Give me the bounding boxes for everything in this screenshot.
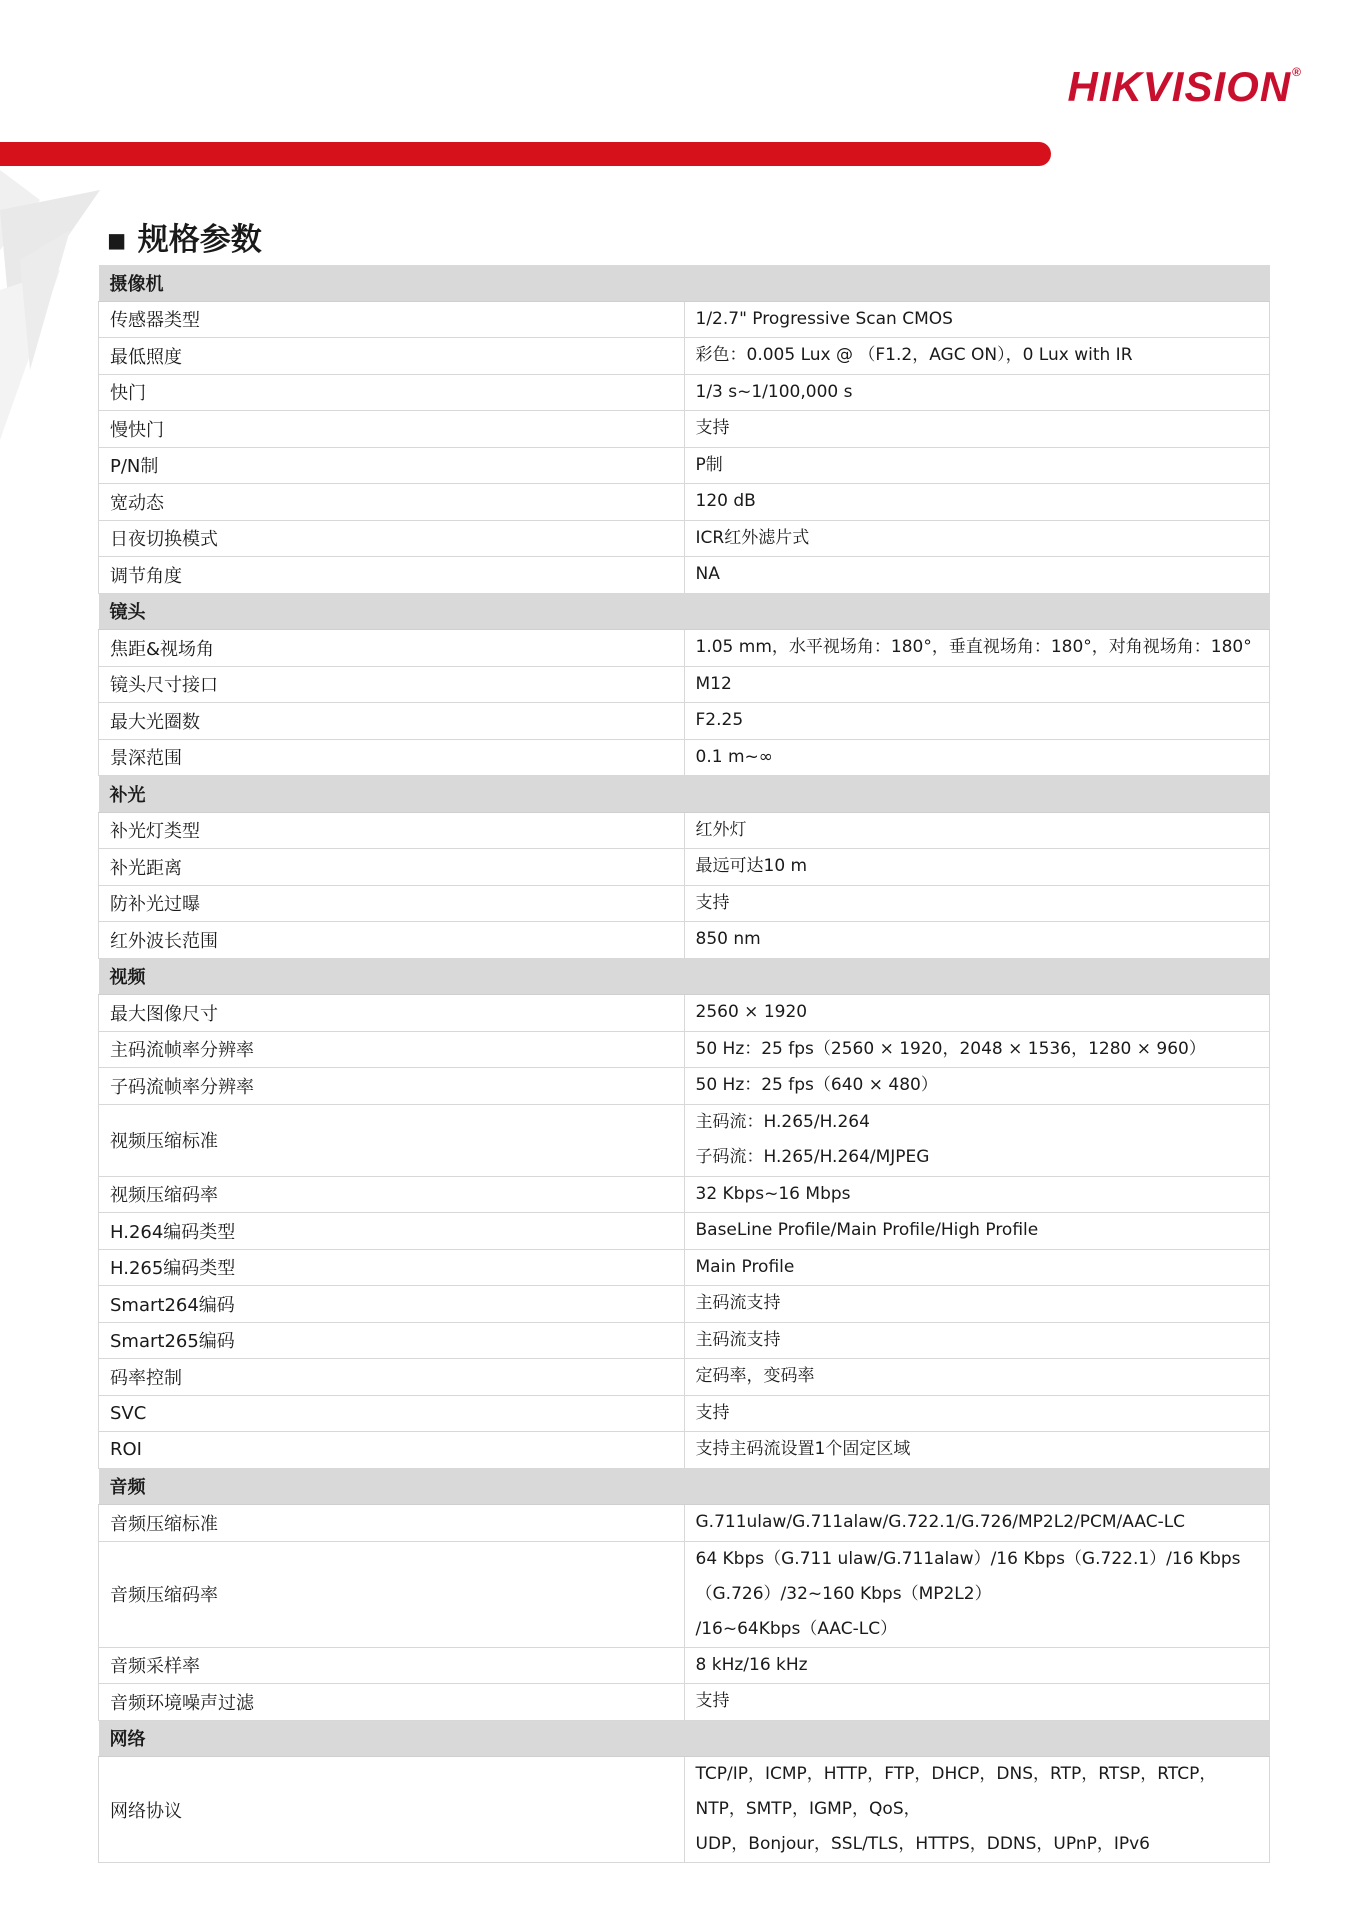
spec-label: Smart264编码 <box>99 1286 685 1323</box>
table-row <box>99 630 1270 667</box>
spec-value-line: 32 Kbps~16 Mbps <box>695 1183 851 1204</box>
spec-value <box>684 411 1270 448</box>
spec-label: 焦距&视场角 <box>99 630 685 667</box>
category-title: 镜头 <box>99 593 1270 630</box>
category-title: 摄像机 <box>99 265 1270 301</box>
spec-value <box>684 739 1270 776</box>
category-row <box>99 776 1270 813</box>
spec-label: 补光距离 <box>99 849 685 886</box>
category-row <box>99 958 1270 995</box>
spec-value <box>684 666 1270 703</box>
table-row <box>99 1031 1270 1068</box>
table-row <box>99 995 1270 1032</box>
spec-value <box>684 1541 1270 1647</box>
spec-label: 红外波长范围 <box>99 922 685 959</box>
spec-value <box>684 1176 1270 1213</box>
spec-value <box>684 484 1270 521</box>
table-row <box>99 1104 1270 1176</box>
spec-value <box>684 1068 1270 1105</box>
table-row <box>99 885 1270 922</box>
spec-label: 最大图像尺寸 <box>99 995 685 1032</box>
category-title: 视频 <box>99 958 1270 995</box>
spec-value-line: 支持 <box>695 418 730 439</box>
spec-value <box>684 885 1270 922</box>
table-row <box>99 1395 1270 1432</box>
spec-value-line: TCP/IP，ICMP，HTTP，FTP，DHCP，DNS，RTP，RTSP，RTCP，NTP，SMTP，IGMP，QoS， <box>695 1764 1217 1819</box>
category-title: 补光 <box>99 776 1270 813</box>
spec-value <box>684 1432 1270 1469</box>
table-row <box>99 1647 1270 1684</box>
spec-value <box>684 1213 1270 1250</box>
table-row <box>99 1322 1270 1359</box>
spec-value-line: 支持 <box>695 892 730 913</box>
spec-value <box>684 374 1270 411</box>
decorative-shards <box>0 170 110 450</box>
spec-value-line: 最远可达10 m <box>695 856 808 877</box>
spec-label: 快门 <box>99 374 685 411</box>
category-row <box>99 593 1270 630</box>
logo-text: HIKVISION <box>1067 63 1292 110</box>
spec-value <box>684 1757 1270 1863</box>
spec-label: 音频压缩码率 <box>99 1541 685 1647</box>
spec-value-line: 1/2.7" Progressive Scan CMOS <box>695 308 953 329</box>
category-row <box>99 1468 1270 1505</box>
spec-value <box>684 922 1270 959</box>
spec-value-line: /16~64Kbps（AAC-LC） <box>695 1618 898 1639</box>
spec-label: 补光灯类型 <box>99 812 685 849</box>
spec-value <box>684 1031 1270 1068</box>
spec-value <box>684 447 1270 484</box>
registered-mark: ® <box>1292 65 1302 79</box>
spec-value <box>684 1647 1270 1684</box>
table-row <box>99 849 1270 886</box>
section-title: ▪ 规格参数 <box>106 222 262 258</box>
spec-value-line: BaseLine Profile/Main Profile/High Profile <box>695 1220 1039 1241</box>
spec-table <box>98 265 1270 1863</box>
spec-label: P/N制 <box>99 447 685 484</box>
spec-value-line: 子码流：H.265/H.264/MJPEG <box>695 1147 930 1167</box>
spec-value-line: 支持主码流设置1个固定区域 <box>695 1439 911 1460</box>
spec-value <box>684 812 1270 849</box>
spec-value <box>684 630 1270 667</box>
spec-label: 宽动态 <box>99 484 685 521</box>
spec-value-line: 0.1 m~∞ <box>695 746 773 767</box>
spec-value <box>684 1684 1270 1721</box>
table-row <box>99 338 1270 375</box>
table-row <box>99 1432 1270 1469</box>
spec-value-line: 主码流：H.265/H.264 <box>695 1112 870 1132</box>
spec-value <box>684 1249 1270 1286</box>
table-row <box>99 1505 1270 1542</box>
spec-value <box>684 1286 1270 1323</box>
spec-value <box>684 1104 1270 1176</box>
spec-value-line: 主码流支持 <box>695 1293 781 1314</box>
table-row <box>99 1068 1270 1105</box>
spec-value <box>684 557 1270 594</box>
spec-label: 传感器类型 <box>99 301 685 338</box>
table-row <box>99 1249 1270 1286</box>
table-row <box>99 1684 1270 1721</box>
spec-value <box>684 301 1270 338</box>
spec-value-line: M12 <box>695 673 732 694</box>
spec-value-line: 50 Hz：25 fps（2560 × 1920，2048 × 1536，1280 × 960） <box>695 1038 1206 1059</box>
table-row <box>99 484 1270 521</box>
spec-value-line: 50 Hz：25 fps（640 × 480） <box>695 1075 938 1096</box>
spec-label: 最低照度 <box>99 338 685 375</box>
table-row <box>99 703 1270 740</box>
category-title: 音频 <box>99 1468 1270 1505</box>
table-row <box>99 1286 1270 1323</box>
spec-label: 主码流帧率分辨率 <box>99 1031 685 1068</box>
spec-value-line: 红外灯 <box>695 819 747 840</box>
spec-label: 码率控制 <box>99 1359 685 1396</box>
table-row <box>99 666 1270 703</box>
spec-value-line: Main Profile <box>695 1256 795 1277</box>
spec-value-line: 彩色：0.005 Lux @ （F1.2，AGC ON），0 Lux with IR <box>695 345 1133 366</box>
table-row <box>99 922 1270 959</box>
table-row <box>99 1541 1270 1647</box>
table-row <box>99 1213 1270 1250</box>
spec-value-line: 2560 × 1920 <box>695 1002 808 1023</box>
spec-value-line: 定码率，变码率 <box>695 1366 815 1387</box>
spec-value <box>684 338 1270 375</box>
spec-value-line: 支持 <box>695 1402 730 1423</box>
spec-label: 音频采样率 <box>99 1647 685 1684</box>
spec-table-body <box>99 265 1270 1863</box>
spec-label: H.264编码类型 <box>99 1213 685 1250</box>
table-row <box>99 447 1270 484</box>
spec-label: ROI <box>99 1432 685 1469</box>
spec-value <box>684 849 1270 886</box>
spec-label: 子码流帧率分辨率 <box>99 1068 685 1105</box>
spec-value-line: 64 Kbps（G.711 ulaw/G.711alaw）/16 Kbps（G.722.1）/16 Kbps（G.726）/32~160 Kbps（MP2L2） <box>695 1548 1241 1604</box>
table-row <box>99 1176 1270 1213</box>
spec-label: 最大光圈数 <box>99 703 685 740</box>
table-row <box>99 301 1270 338</box>
spec-value <box>684 1359 1270 1396</box>
spec-label: Smart265编码 <box>99 1322 685 1359</box>
spec-label: 日夜切换模式 <box>99 520 685 557</box>
spec-label: 视频压缩码率 <box>99 1176 685 1213</box>
spec-value-line: ICR红外滤片式 <box>695 527 810 548</box>
spec-label: 音频环境噪声过滤 <box>99 1684 685 1721</box>
spec-value-line: NA <box>695 564 720 585</box>
spec-label: 视频压缩标准 <box>99 1104 685 1176</box>
table-row <box>99 739 1270 776</box>
spec-value-line: 850 nm <box>695 929 761 950</box>
spec-value <box>684 1395 1270 1432</box>
table-row <box>99 1359 1270 1396</box>
spec-label: H.265编码类型 <box>99 1249 685 1286</box>
spec-label: 防补光过曝 <box>99 885 685 922</box>
spec-value-line: G.711ulaw/G.711alaw/G.722.1/G.726/MP2L2/PCM/AAC-LC <box>695 1512 1186 1533</box>
table-row <box>99 411 1270 448</box>
header-red-bar <box>0 142 1051 166</box>
hikvision-logo <box>1067 63 1302 110</box>
spec-value-line: 支持 <box>695 1691 730 1712</box>
spec-value <box>684 703 1270 740</box>
spec-value <box>684 1505 1270 1542</box>
spec-label: 网络协议 <box>99 1757 685 1863</box>
table-row <box>99 1757 1270 1863</box>
spec-value-line: 8 kHz/16 kHz <box>695 1654 808 1675</box>
category-title: 网络 <box>99 1720 1270 1757</box>
spec-value <box>684 995 1270 1032</box>
spec-label: 音频压缩标准 <box>99 1505 685 1542</box>
spec-value <box>684 520 1270 557</box>
spec-label: SVC <box>99 1395 685 1432</box>
table-row <box>99 812 1270 849</box>
table-row <box>99 557 1270 594</box>
spec-value <box>684 1322 1270 1359</box>
spec-value-line: UDP，Bonjour，SSL/TLS，HTTPS，DDNS，UPnP，IPv6 <box>695 1834 1150 1854</box>
category-row <box>99 265 1270 301</box>
table-row <box>99 520 1270 557</box>
spec-value-line: 1/3 s~1/100,000 s <box>695 381 853 402</box>
table-row <box>99 374 1270 411</box>
spec-label: 慢快门 <box>99 411 685 448</box>
spec-label: 调节角度 <box>99 557 685 594</box>
spec-label: 景深范围 <box>99 739 685 776</box>
spec-value-line: 120 dB <box>695 491 756 512</box>
spec-label: 镜头尺寸接口 <box>99 666 685 703</box>
spec-value-line: 1.05 mm，水平视场角：180°，垂直视场角：180°，对角视场角：180° <box>695 637 1252 658</box>
category-row <box>99 1720 1270 1757</box>
spec-value-line: F2.25 <box>695 710 744 731</box>
spec-value-line: P制 <box>695 454 723 475</box>
spec-value-line: 主码流支持 <box>695 1329 781 1350</box>
